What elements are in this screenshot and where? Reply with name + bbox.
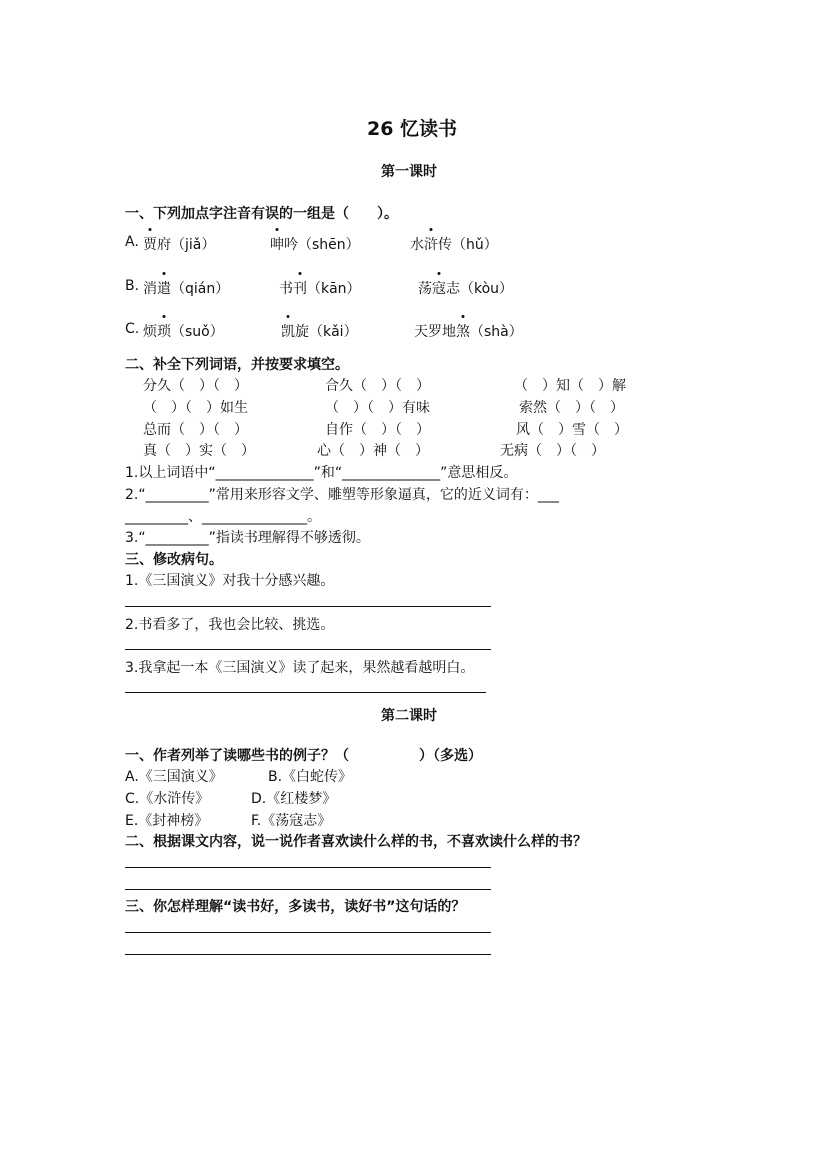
answer-line[interactable]	[125, 932, 491, 933]
lesson1-q2-prompt: 二、补全下列词语，并按要求填空。	[125, 357, 349, 373]
fill-in-sentence-2: 2.“_________”常用来形容文学、雕塑等形象逼真，它的近义词有：___	[125, 487, 559, 503]
book-option: F.《荡寇志》	[251, 813, 332, 829]
option-b-label: B.	[125, 278, 140, 294]
answer-line[interactable]	[125, 692, 486, 693]
option-c-label: C.	[125, 321, 140, 337]
lesson2-heading: 第二课时	[381, 708, 437, 724]
faulty-sentence-1: 1.《三国演义》对我十分感兴趣。	[125, 573, 335, 589]
option-c-word-1: 烦琐（suǒ）	[143, 321, 224, 341]
idiom-cell: （ ）（ ）如生	[143, 400, 248, 416]
idiom-cell: 风（ ）雪（ ）	[516, 422, 628, 438]
lesson1-q1-prompt: 一、下列加点字注音有误的一组是（ ）。	[125, 206, 398, 222]
page-title: 26 忆读书	[367, 118, 458, 140]
lesson2-q3-prompt: 三、你怎样理解“读书好，多读书，读好书”这句话的？	[125, 899, 466, 915]
book-option: D.《红楼梦》	[251, 791, 337, 807]
faulty-sentence-3: 3.我拿起一本《三国演义》读了起来，果然越看越明白。	[125, 660, 475, 676]
dotted-char: 刊	[293, 278, 307, 298]
option-a-label: A.	[125, 234, 139, 250]
book-option: E.《封神榜》	[125, 813, 209, 829]
lesson1-q3-prompt: 三、修改病句。	[125, 552, 223, 568]
answer-line[interactable]	[125, 649, 491, 650]
dotted-char: 贾	[143, 234, 157, 254]
idiom-cell: 无病（ ）（ ）	[500, 443, 605, 459]
idiom-cell: 真（ ）实（ ）	[143, 443, 255, 459]
option-b-word-1: 消遣（qián）	[143, 278, 229, 298]
idiom-cell: 总而（ ）（ ）	[143, 422, 248, 438]
lesson2-q1-prompt: 一、作者列举了读哪些书的例子？（ ）（多选）	[125, 748, 482, 764]
dotted-char: 煞	[456, 321, 470, 341]
idiom-cell: 索然（ ）（ ）	[519, 400, 624, 416]
idiom-cell: （ ）（ ）有味	[325, 400, 430, 416]
dotted-char: 浒	[424, 234, 438, 254]
dotted-char: 寇	[432, 278, 446, 298]
idiom-cell: 合久（ ）（ ）	[325, 378, 430, 394]
idiom-cell: 分久（ ）（ ）	[143, 378, 248, 394]
dotted-char: 凯	[281, 321, 295, 341]
dotted-char: 呻	[270, 234, 284, 254]
option-b-word-3: 荡寇志（kòu）	[418, 278, 513, 298]
option-c-word-3: 天罗地煞（shà）	[414, 321, 523, 341]
dotted-char: 琐	[157, 321, 171, 341]
idiom-cell: 心（ ）神（ ）	[317, 443, 429, 459]
answer-line[interactable]	[125, 606, 491, 607]
idiom-cell: （ ）知（ ）解	[514, 378, 626, 394]
option-b-word-2: 书刊（kān）	[279, 278, 361, 298]
lesson1-heading: 第一课时	[381, 164, 437, 180]
book-option: A.《三国演义》	[125, 769, 223, 785]
answer-line[interactable]	[125, 867, 491, 868]
answer-line[interactable]	[125, 889, 491, 890]
faulty-sentence-2: 2.书看多了，我也会比较、挑选。	[125, 617, 335, 633]
fill-in-sentence-1: 1.以上词语中“______________”和“______________”意思相反。	[125, 465, 518, 481]
answer-line[interactable]	[125, 954, 491, 955]
option-c-word-2: 凯旋（kǎi）	[281, 321, 358, 341]
book-option: B.《白蛇传》	[268, 769, 353, 785]
fill-in-sentence-2-cont: _________、_______________。	[125, 509, 321, 525]
option-a-word-1: 贾府（jiǎ）	[143, 234, 215, 254]
option-a-word-2: 呻吟（shēn）	[270, 234, 360, 254]
book-option: C.《水浒传》	[125, 791, 210, 807]
lesson2-q2-prompt: 二、根据课文内容，说一说作者喜欢读什么样的书，不喜欢读什么样的书？	[125, 834, 587, 850]
option-a-word-3: 水浒传（hǔ）	[410, 234, 498, 254]
dotted-char: 遣	[157, 278, 171, 298]
fill-in-sentence-3: 3.“_________”指读书理解得不够透彻。	[125, 530, 370, 546]
idiom-cell: 自作（ ）（ ）	[325, 422, 430, 438]
